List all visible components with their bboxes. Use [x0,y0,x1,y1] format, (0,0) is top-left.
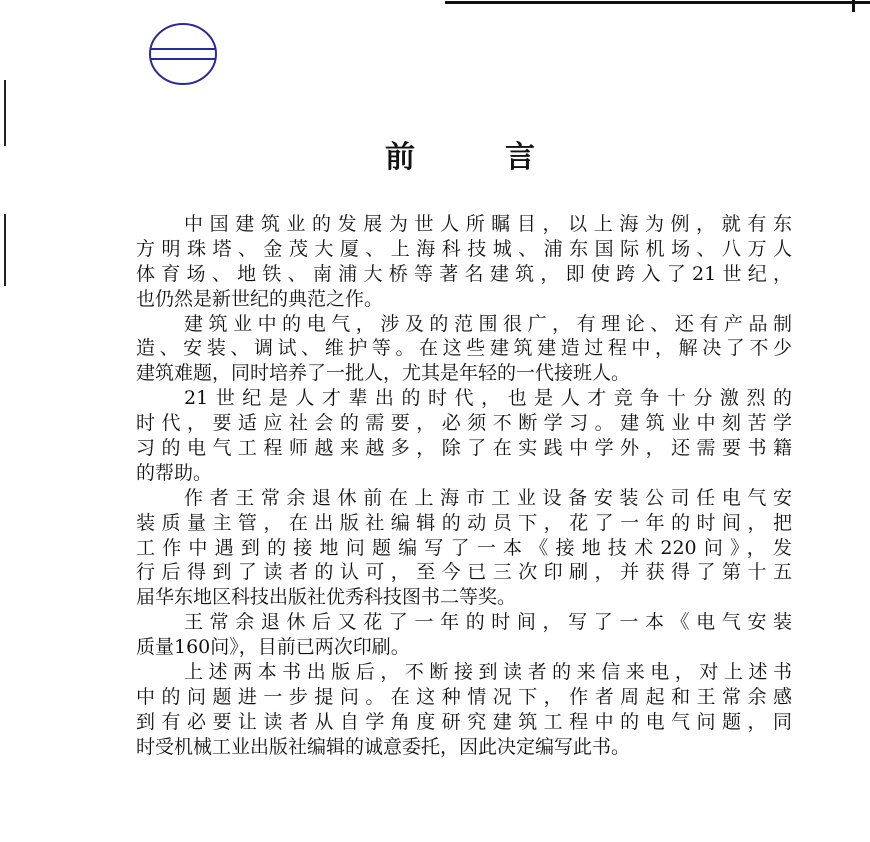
text-line: 习的电气工程师越来越多，除了在实践中学外，还需要书籍 [136,437,792,460]
text-line: 质量160问》，目前已两次印刷。 [136,636,410,659]
text-line: 21世纪是人才辈出的时代，也是人才竞争十分激烈的 [184,387,792,410]
text-line: 行后得到了读者的认可，至今已三次印刷，并获得了第十五 [136,561,792,584]
text-line: 到有必要让读者从自学角度研究建筑工程中的电气问题，同 [136,710,792,733]
preface-body [136,212,792,760]
text-line: 体育场、地铁、南浦大桥等著名建筑，即使跨入了21世纪， [136,262,792,285]
text-line: 装质量主管，在出版社编辑的动员下，花了一年的时间，把 [136,511,792,534]
text-line: 工作中遇到的接地问题编写了一本《接地技术220问》，发 [136,536,792,559]
scan-border-top [445,1,870,4]
text-line: 造、安装、调试、维护等。在这些建筑建造过程中，解决了不少 [136,337,792,360]
text-line: 上述两本书出版后，不断接到读者的来信来电，对上述书 [184,661,792,684]
text-line: 时受机械工业出版社编辑的诚意委托，因此决定编写此书。 [136,735,631,758]
text-line: 中的问题进一步提问。在这种情况下，作者周起和王常余感 [136,685,792,708]
title-char: 前 [385,140,415,175]
scan-edge-mark [4,80,6,146]
text-line: 时代，要适应社会的需要，必须不断学习。建筑业中刻苦学 [136,412,792,435]
text-line: 方明珠塔、金茂大厦、上海科技城、浦东国际机场、八万人 [136,237,792,260]
text-line: 的帮助。 [136,461,213,484]
text-line: 建筑难题，同时培养了一批人，尤其是年轻的一代接班人。 [136,362,631,385]
text-line: 届华东地区科技出版社优秀科技图书二等奖。 [136,586,517,609]
page-title [385,132,535,176]
scan-border-tick [852,0,855,12]
publisher-logo-icon [148,22,218,86]
text-line: 建筑业中的电气，涉及的范围很广，有理论、还有产品制 [184,312,792,335]
title-char: 言 [505,140,535,175]
scan-edge-mark [4,214,6,286]
text-line: 作者王常余退休前在上海市工业设备安装公司任电气安 [184,486,792,509]
text-line: 王常余退休后又花了一年的时间，写了一本《电气安装 [184,611,792,634]
text-line: 也仍然是新世纪的典范之作。 [136,287,384,310]
text-line: 中国建筑业的发展为世人所瞩目，以上海为例，就有东 [184,213,792,235]
